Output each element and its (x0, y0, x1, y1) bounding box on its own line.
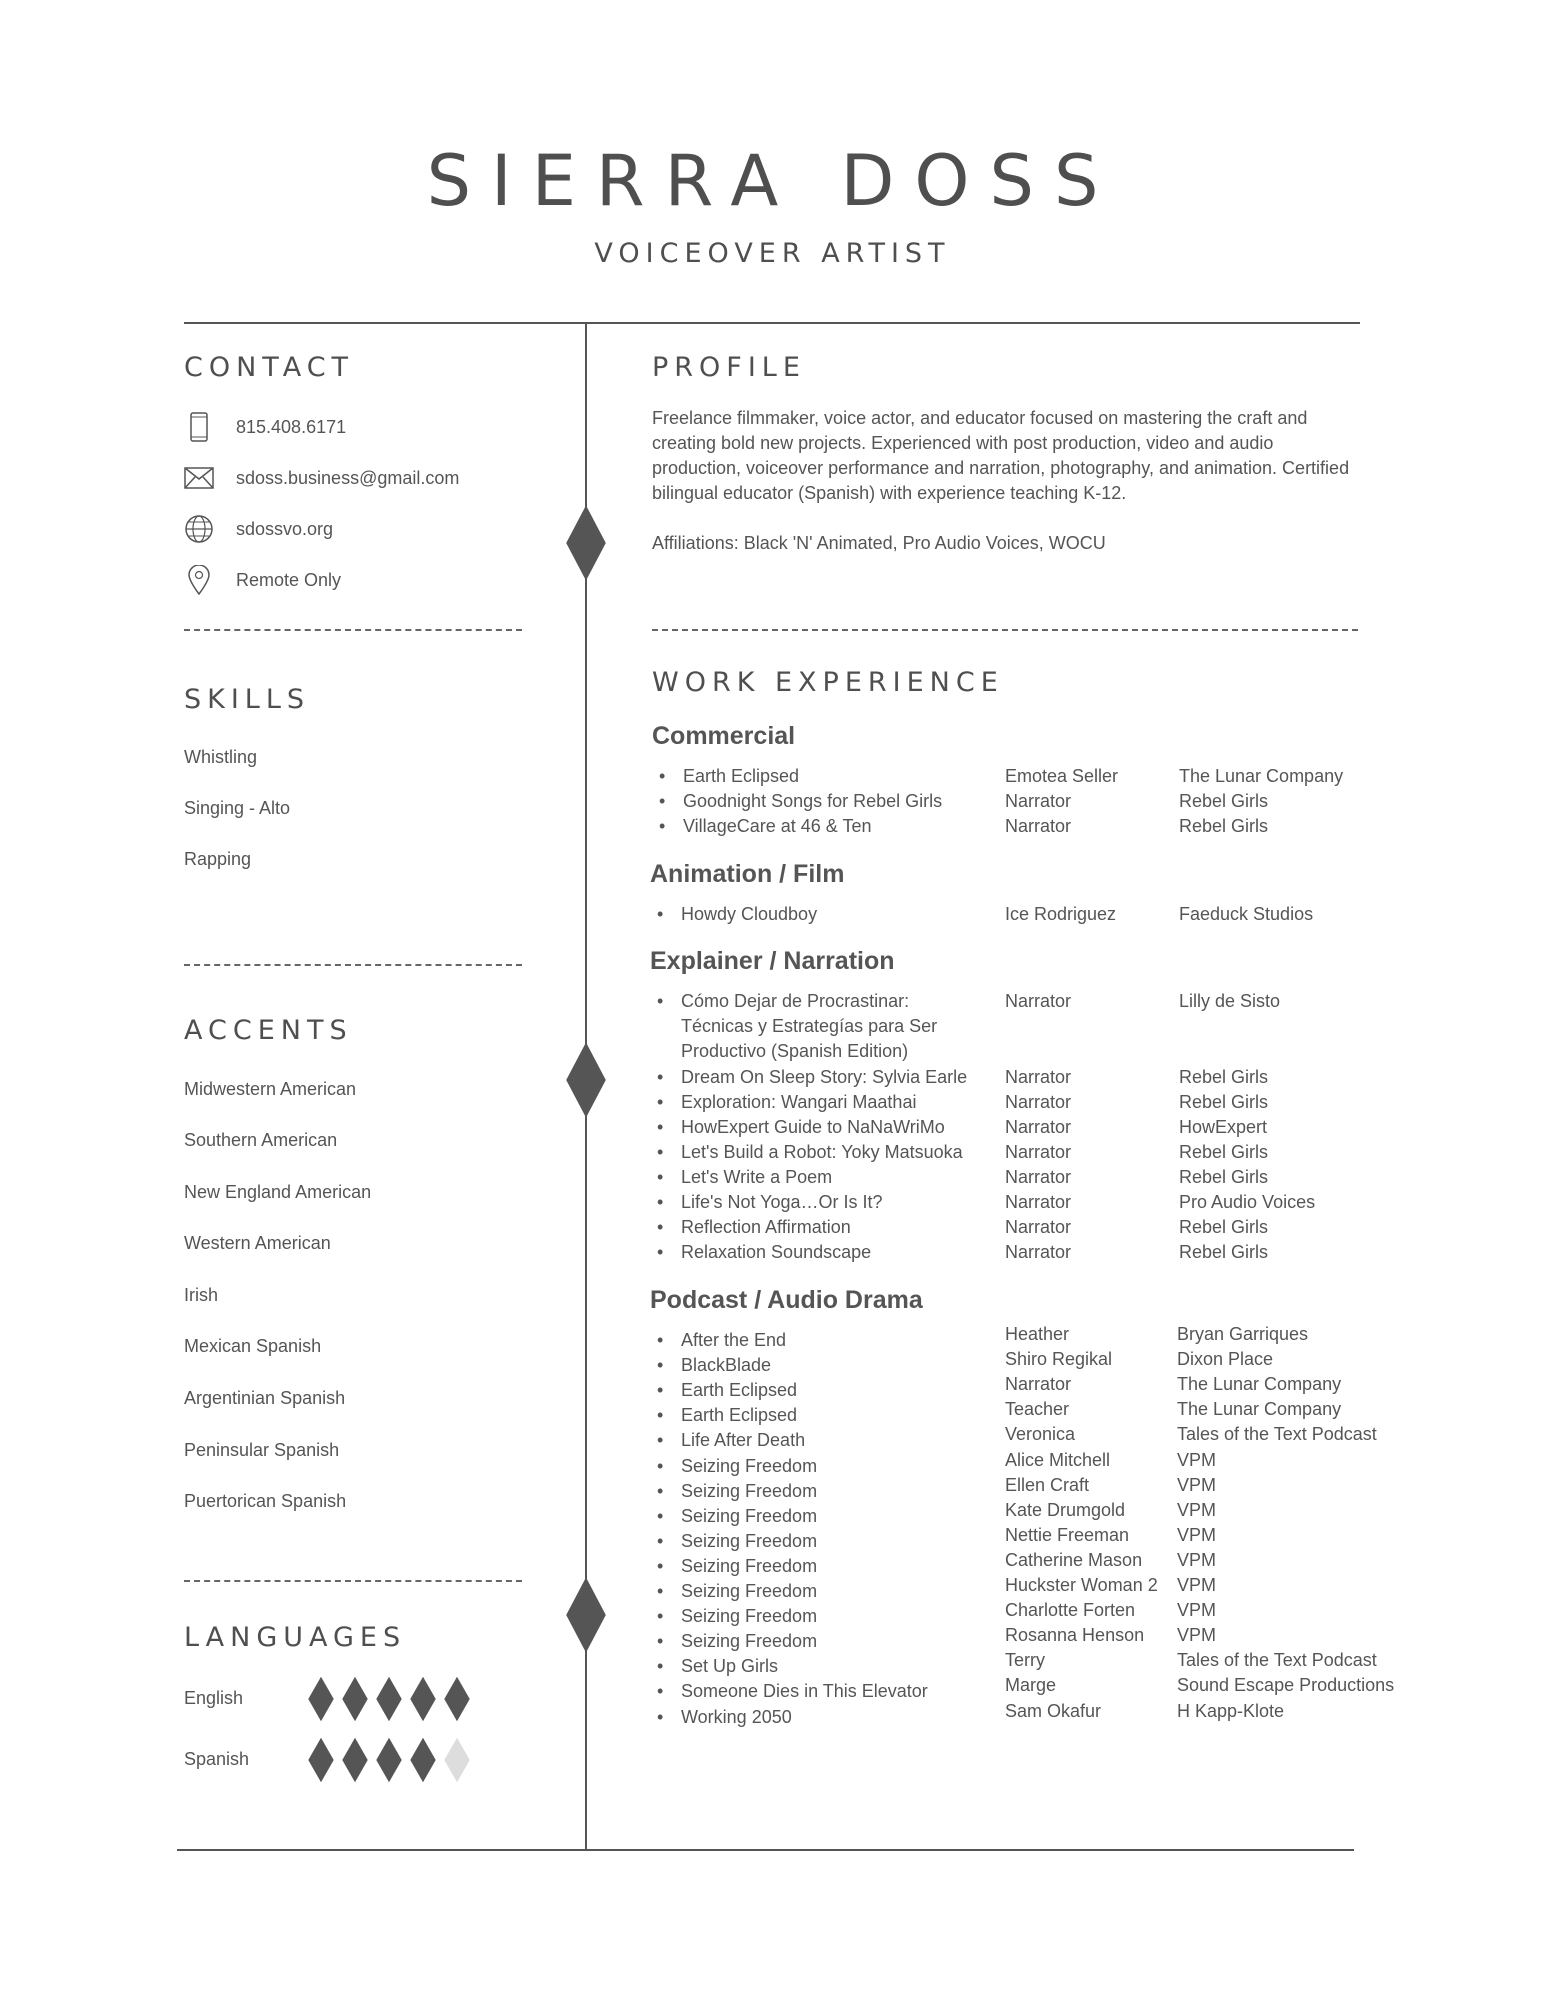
work-company: Rebel Girls (1179, 1142, 1269, 1162)
work-company: Rebel Girls (1179, 1167, 1269, 1187)
rating-diamond-filled (410, 1677, 435, 1722)
work-company: Rebel Girls (1179, 1217, 1269, 1237)
work-company: VPM (1177, 1600, 1217, 1621)
rating-diamond-filled (308, 1738, 333, 1783)
work-role: Kate Drumgold (1005, 1499, 1126, 1520)
bullet: • (657, 1606, 664, 1627)
bullet: • (659, 816, 666, 836)
work-role: Narrator (1005, 791, 1072, 811)
top-divider (184, 322, 1360, 324)
work-company: The Lunar Company (1177, 1399, 1342, 1420)
work-project: Exploration: Wangari Maathai (681, 1092, 917, 1112)
work-role: Charlotte Forten (1005, 1600, 1136, 1621)
contact-website (184, 511, 564, 547)
bullet: • (657, 1656, 664, 1677)
work-project: Seizing Freedom (681, 1581, 818, 1601)
work-company: Rebel Girls (1179, 791, 1269, 811)
bullet: • (657, 1555, 664, 1576)
profile-heading: PROFILE (652, 352, 806, 383)
accent-item: Western American (184, 1233, 331, 1253)
bullet: • (657, 1631, 664, 1652)
bullet: • (659, 791, 666, 811)
accent-item: Southern American (184, 1130, 338, 1150)
work-project: Life's Not Yoga…Or Is It? (681, 1192, 883, 1212)
work-role: Nettie Freeman (1005, 1524, 1130, 1545)
work-role: Narrator (1005, 1374, 1072, 1395)
divider-diamond-ornament (566, 1042, 606, 1117)
work-project: HowExpert Guide to NaNaWriMo (681, 1117, 945, 1137)
work-company: HowExpert (1179, 1117, 1268, 1137)
skill-item: Rapping (184, 849, 252, 869)
work-company: VPM (1177, 1499, 1217, 1520)
work-section-title: Commercial (652, 722, 796, 750)
bullet: • (657, 1142, 664, 1162)
work-company: VPM (1177, 1524, 1217, 1545)
work-role: Terry (1005, 1650, 1045, 1671)
work-role: Catherine Mason (1005, 1549, 1143, 1570)
section-separator (184, 629, 522, 631)
work-role: Narrator (1005, 1192, 1072, 1212)
language-rating (312, 1690, 482, 1708)
section-separator (184, 1580, 522, 1582)
work-project: Howdy Cloudboy (681, 904, 818, 924)
work-role: Narrator (1005, 1092, 1072, 1112)
work-role: Narrator (1005, 1117, 1072, 1137)
work-company: Pro Audio Voices (1179, 1192, 1316, 1212)
work-project: Seizing Freedom (681, 1505, 818, 1526)
rating-diamond-empty (444, 1738, 469, 1783)
accent-item: New England American (184, 1182, 372, 1202)
contact-website-text[interactable]: sdossvo.org (236, 518, 334, 539)
work-role: Veronica (1005, 1424, 1076, 1445)
bullet: • (657, 1530, 664, 1551)
work-company: Lilly de Sisto (1179, 991, 1281, 1011)
bullet: • (657, 1092, 664, 1112)
rating-diamond-filled (444, 1677, 469, 1722)
work-company: Tales of the Text Podcast (1177, 1650, 1377, 1671)
work-role: Sam Okafur (1005, 1700, 1102, 1721)
work-role: Heather (1005, 1324, 1070, 1344)
contact-phone-text[interactable]: 815.408.6171 (236, 416, 347, 437)
work-company: Sound Escape Productions (1177, 1675, 1395, 1696)
accents-heading: ACCENTS (184, 1015, 353, 1046)
work-project: Seizing Freedom (681, 1455, 818, 1476)
candidate-name: SIERRA DOSS (426, 140, 1119, 222)
bullet: • (657, 1192, 664, 1212)
contact-phone (184, 409, 564, 445)
bullet: • (657, 1217, 664, 1237)
work-section-title: Explainer / Narration (650, 947, 895, 975)
work-project: Life After Death (681, 1430, 806, 1451)
accent-item: Peninsular Spanish (184, 1440, 340, 1460)
bullet: • (657, 1681, 664, 1702)
phone-icon (184, 412, 214, 442)
work-project: Set Up Girls (681, 1656, 779, 1677)
work-company: Rebel Girls (1179, 1067, 1269, 1087)
language-name: English (184, 1688, 244, 1708)
rating-diamond-filled (342, 1738, 367, 1783)
bullet: • (657, 1430, 664, 1451)
work-role: Ellen Craft (1005, 1474, 1090, 1495)
work-project: Seizing Freedom (681, 1606, 818, 1627)
bullet: • (657, 1455, 664, 1476)
work-project: BlackBlade (681, 1355, 772, 1376)
rating-diamond-filled (308, 1677, 333, 1722)
bullet: • (657, 1117, 664, 1137)
work-role: Narrator (1005, 816, 1072, 836)
work-role: Ice Rodriguez (1005, 904, 1117, 924)
section-separator (184, 964, 522, 966)
work-company: The Lunar Company (1177, 1374, 1342, 1395)
work-project: Relaxation Soundscape (681, 1242, 872, 1262)
rating-diamond-filled (342, 1677, 367, 1722)
work-project: After the End (681, 1330, 787, 1350)
globe-icon (184, 514, 214, 544)
contact-email-text[interactable]: sdoss.business@gmail.com (236, 467, 460, 488)
bullet: • (657, 1355, 664, 1376)
work-project: Let's Build a Robot: Yoky Matsuoka (681, 1142, 963, 1162)
contact-location-text: Remote Only (236, 569, 342, 590)
contact-email (184, 460, 564, 496)
work-project: Someone Dies in This Elevator (681, 1681, 928, 1702)
work-company: The Lunar Company (1179, 766, 1344, 786)
work-role: Alice Mitchell (1005, 1449, 1111, 1470)
accent-item: Argentinian Spanish (184, 1388, 346, 1408)
bullet: • (657, 1581, 664, 1601)
bullet: • (657, 991, 664, 1011)
work-project: Let's Write a Poem (681, 1167, 833, 1187)
bullet: • (657, 1167, 664, 1187)
bullet: • (657, 1706, 664, 1727)
work-company: Rebel Girls (1179, 1092, 1269, 1112)
work-company: H Kapp-Klote (1177, 1700, 1285, 1721)
work-role: Huckster Woman 2 (1005, 1575, 1158, 1595)
work-company: Faeduck Studios (1179, 904, 1314, 924)
rating-diamond-filled (376, 1738, 401, 1783)
divider-diamond-ornament (566, 505, 606, 580)
skill-item: Singing - Alto (184, 798, 291, 818)
work-role: Marge (1005, 1675, 1057, 1696)
work-project: Cómo Dejar de Procrastinar: Técnicas y Estrategías para Ser Productivo (Spanish Edition) (681, 991, 938, 1061)
work-project: Earth Eclipsed (683, 766, 800, 786)
work-project: Earth Eclipsed (681, 1380, 798, 1401)
bottom-divider (177, 1849, 1354, 1851)
work-project: Goodnight Songs for Rebel Girls (683, 791, 943, 811)
divider-diamond-ornament (566, 1577, 606, 1652)
work-project: Dream On Sleep Story: Sylvia Earle (681, 1067, 968, 1087)
contact-heading: CONTACT (184, 352, 355, 383)
accent-item: Puertorican Spanish (184, 1491, 347, 1511)
work-experience-heading: WORK EXPERIENCE (652, 667, 1004, 698)
work-company: VPM (1177, 1449, 1217, 1470)
rating-diamond-filled (410, 1738, 435, 1783)
bullet: • (657, 1380, 664, 1401)
work-company: Rebel Girls (1179, 816, 1269, 836)
rating-diamond-filled (376, 1677, 401, 1722)
contact-location (184, 562, 564, 598)
skills-heading: SKILLS (184, 684, 311, 715)
work-project: Working 2050 (681, 1706, 792, 1727)
work-company: Rebel Girls (1179, 1242, 1269, 1262)
work-role: Shiro Regikal (1005, 1349, 1113, 1370)
work-company: VPM (1177, 1474, 1217, 1495)
accent-item: Irish (184, 1285, 219, 1305)
language-name: Spanish (184, 1749, 250, 1769)
profile-summary: Freelance filmmaker, voice actor, and educator focused on mastering the craft and creating bold new projects. Experienced with post production, video and audio production, voiceover performance and narration, photography, and animation. Certified bilingual educator (Spanish) with experience teaching K-12. (652, 408, 1350, 503)
work-role: Narrator (1005, 1142, 1072, 1162)
work-role: Narrator (1005, 1067, 1072, 1087)
work-role: Narrator (1005, 1167, 1072, 1187)
work-project: Seizing Freedom (681, 1480, 818, 1501)
bullet: • (657, 1067, 664, 1087)
work-section-title: Animation / Film (650, 860, 845, 888)
work-company: VPM (1177, 1549, 1217, 1570)
work-project: Seizing Freedom (681, 1555, 818, 1576)
work-section-title: Podcast / Audio Drama (650, 1286, 923, 1314)
languages-heading: LANGUAGES (184, 1622, 407, 1653)
bullet: • (657, 1242, 664, 1262)
section-separator (652, 629, 1358, 631)
bullet: • (659, 766, 666, 786)
work-project: Seizing Freedom (681, 1530, 818, 1551)
language-rating (312, 1751, 482, 1769)
bullet: • (657, 1480, 664, 1501)
candidate-title: VOICEOVER ARTIST (594, 238, 951, 269)
work-role: Teacher (1005, 1399, 1070, 1420)
skill-item: Whistling (184, 747, 258, 767)
work-company: Tales of the Text Podcast (1177, 1424, 1377, 1445)
work-company: VPM (1177, 1625, 1217, 1646)
work-project: Earth Eclipsed (681, 1405, 798, 1426)
accent-item: Midwestern American (184, 1079, 357, 1099)
mail-icon (184, 463, 214, 493)
profile-affiliations: Affiliations: Black 'N' Animated, Pro Audio Voices, WOCU (652, 533, 1106, 553)
work-project: Seizing Freedom (681, 1631, 818, 1652)
location-pin-icon (184, 565, 214, 595)
work-company: Bryan Garriques (1177, 1324, 1309, 1344)
accent-item: Mexican Spanish (184, 1336, 322, 1356)
work-company: VPM (1177, 1575, 1217, 1595)
work-role: Narrator (1005, 991, 1072, 1011)
bullet: • (657, 904, 664, 924)
work-role: Rosanna Henson (1005, 1625, 1145, 1646)
bullet: • (657, 1505, 664, 1526)
work-role: Emotea Seller (1005, 766, 1119, 786)
work-project: Reflection Affirmation (681, 1217, 851, 1237)
work-project: VillageCare at 46 & Ten (683, 816, 872, 836)
bullet: • (657, 1330, 664, 1350)
work-company: Dixon Place (1177, 1349, 1274, 1370)
work-role: Narrator (1005, 1242, 1072, 1262)
bullet: • (657, 1405, 664, 1426)
work-role: Narrator (1005, 1217, 1072, 1237)
